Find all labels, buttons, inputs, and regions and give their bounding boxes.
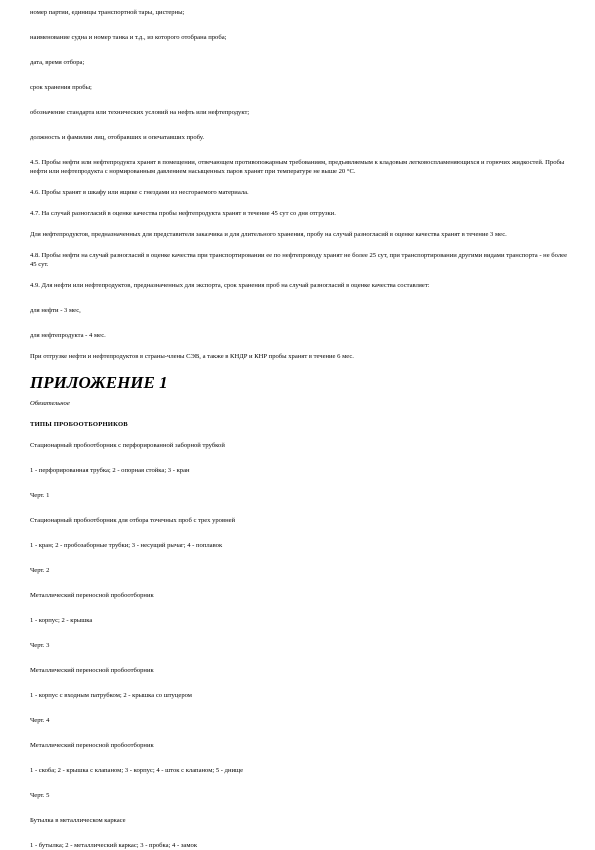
oil-storage-term: для нефти - 3 мес, bbox=[30, 307, 81, 314]
line-sampling-date: дата, время отбора; bbox=[30, 59, 85, 66]
figure-4-legend: 1 - корпус с входным патрубком; 2 - крышка со штуцером bbox=[30, 692, 192, 699]
figure-5-caption: Черт. 5 bbox=[30, 792, 50, 799]
figure-3-name: Металлический переносной пробоотборник bbox=[30, 592, 154, 599]
section-4-7-long-storage: Для нефтепродуктов, предназначенных для представителя заказчика и для длительного хранения, пробу на случай разногласий в оценке качества хранят в течение 3 мес. bbox=[30, 231, 507, 238]
figure-1-caption: Черт. 1 bbox=[30, 492, 50, 499]
section-4-7: 4.7. На случай разногласий в оценке качества пробы нефтепродукта хранят в течение 45 сут со дня отгрузки. bbox=[30, 210, 336, 217]
line-responsible-persons: должность и фамилии лиц, отобравших и опечатавших пробу. bbox=[30, 134, 205, 141]
figure-3-caption: Черт. 3 bbox=[30, 642, 50, 649]
document-page bbox=[30, 8, 575, 850]
figure-4-caption: Черт. 4 bbox=[30, 717, 50, 724]
appendix-title: ПРИЛОЖЕНИЕ 1 bbox=[30, 373, 168, 392]
section-4-5: 4.5. Пробы нефти или нефтепродукта хранят в помещении, отвечающем противопожарным требованиям, предъявляемым к кладовым легковоспламеняющихся и горючих жидкостей. Пробы нефти или нефтепродукта с нормированным давлением насыщенных паров хранят при температуре не выше 20 °С. bbox=[30, 159, 565, 175]
section-4-8: 4.8. Пробы нефти на случай разногласий в оценке качества при транспортировании ее по нефтепроводу хранят не более 25 сут, при транспортировании другими видами транспорта - не более 45 сут. bbox=[30, 252, 567, 268]
figure-5-legend: 1 - скоба; 2 - крышка с клапаном; 3 - корпус; 4 - шток с клапаном; 5 - днище bbox=[30, 767, 244, 774]
line-standard: обозначение стандарта или технических условий на нефть или нефтепродукт; bbox=[30, 109, 250, 116]
figure-4-name: Металлический переносной пробоотборник bbox=[30, 667, 154, 674]
line-vessel-tank: наименование судна и номер танка и т.д., из которого отобрана проба; bbox=[30, 34, 227, 41]
line-storage-term: срок хранения пробы; bbox=[30, 84, 92, 91]
section-4-6: 4.6. Пробы хранят в шкафу или ящике с гнездами из несгораемого материала. bbox=[30, 189, 249, 196]
appendix-subtitle: ТИПЫ ПРОБООТБОРНИКОВ bbox=[30, 421, 128, 428]
appendix-status: Обязательное bbox=[30, 400, 70, 407]
figure-2-caption: Черт. 2 bbox=[30, 567, 50, 574]
figure-5-name: Металлический переносной пробоотборник bbox=[30, 742, 154, 749]
product-storage-term: для нефтепродукта - 4 мес. bbox=[30, 332, 106, 339]
line-batch-number: номер партии, единицы транспортной тары, цистерны; bbox=[30, 9, 185, 16]
figure-2-name: Стационарный пробоотборник для отбора точечных проб с трех уровней bbox=[30, 517, 236, 524]
figure-1-legend: 1 - перфорированная трубка; 2 - опорная стойка; 3 - кран bbox=[30, 467, 190, 474]
section-4-9: 4.9. Для нефти или нефтепродуктов, предназначенных для экспорта, срок хранения проб на случай разногласий в оценке качества составляет: bbox=[30, 282, 430, 289]
figure-6-legend: 1 - бутылка; 2 - металлический каркас; 3 - пробка; 4 - замок bbox=[30, 842, 198, 849]
figure-2-legend: 1 - кран; 2 - пробозаборные трубки; 3 - несущий рычаг; 4 - поплавок bbox=[30, 542, 223, 549]
figure-1-name: Стационарный пробоотборник с перфорированной заборной трубкой bbox=[30, 442, 225, 449]
figure-6-name: Бутылка в металлическом каркасе bbox=[30, 817, 126, 824]
figure-3-legend: 1 - корпус; 2 - крышка bbox=[30, 617, 93, 624]
shipment-note: При отгрузке нефти и нефтепродуктов в страны-члены СЭВ, а также в КНДР и КНР пробы хранят в течение 6 мес. bbox=[30, 353, 354, 360]
